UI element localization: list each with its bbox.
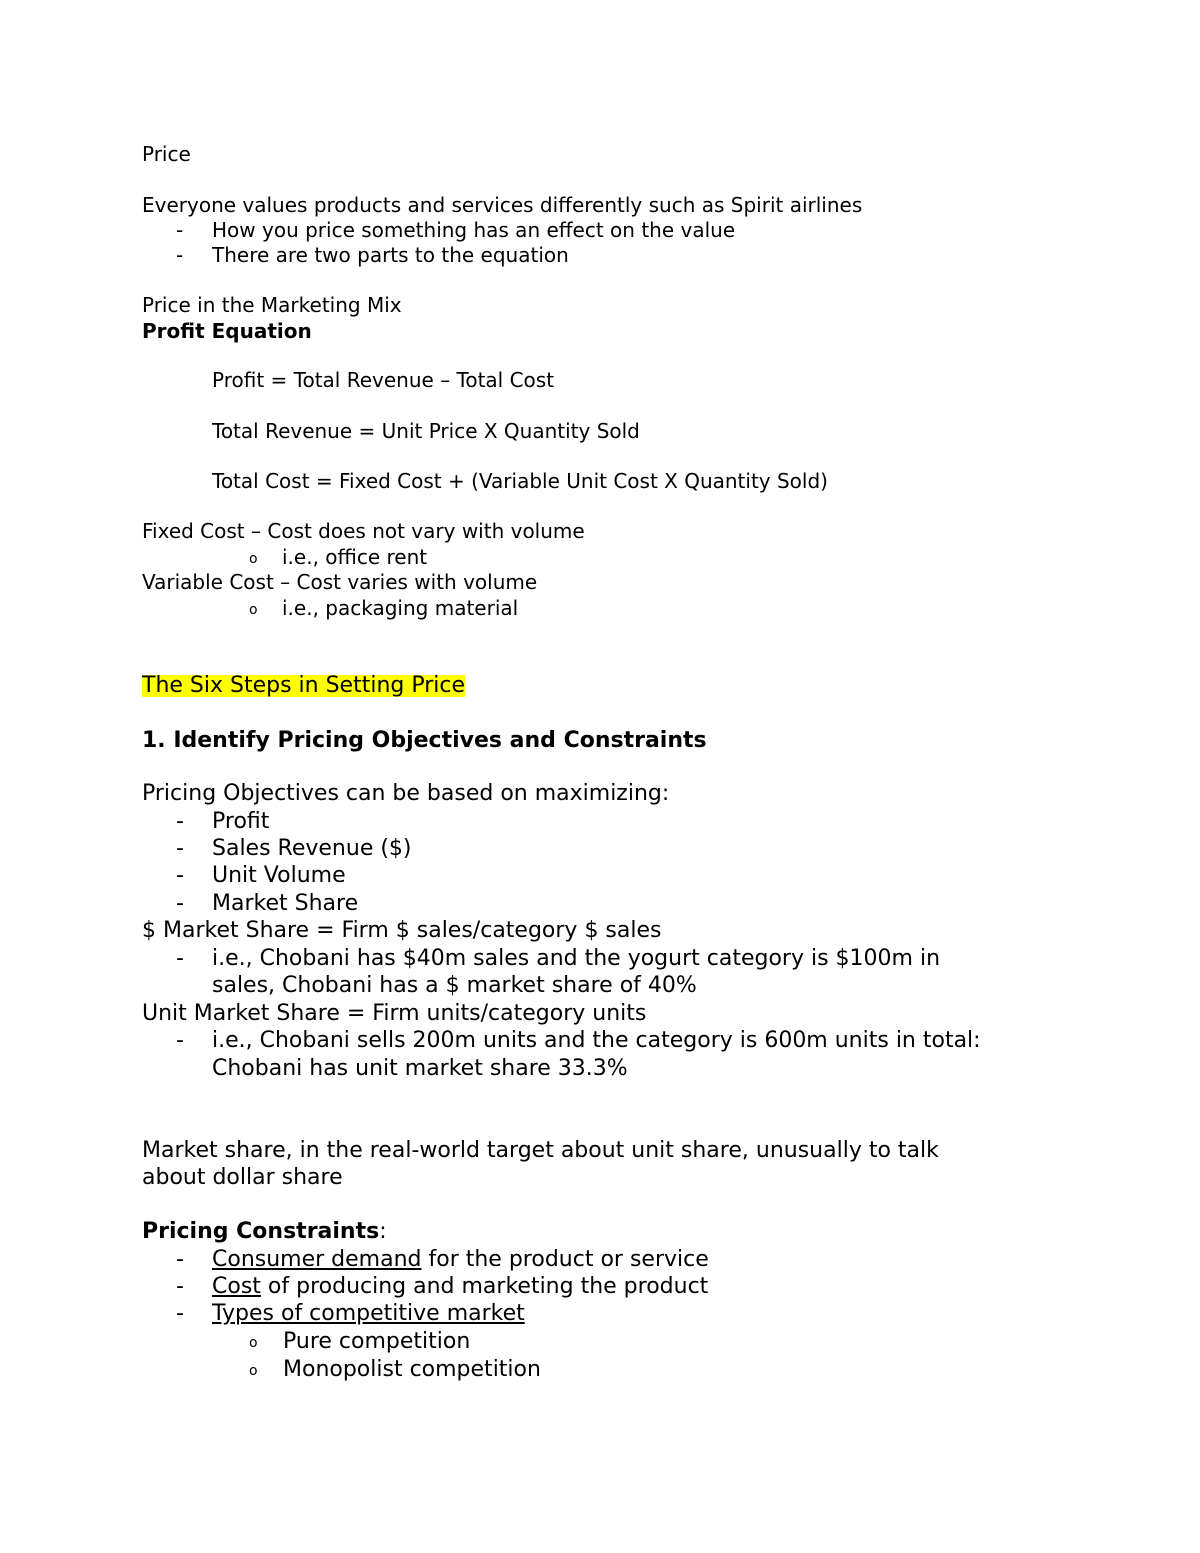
- constraint-item: [212, 1249, 709, 1271]
- dash-bullet: -: [176, 243, 184, 267]
- constraint-rest: for the product or service: [421, 1247, 709, 1272]
- equation-cost: Total Cost = Fixed Cost + (Variable Unit Cost X Quantity Sold): [212, 469, 828, 493]
- dollar-market-share: $ Market Share = Firm $ sales/category $ sales: [142, 918, 662, 943]
- dash-bullet: -: [176, 1274, 184, 1299]
- constraints-colon: :: [379, 1219, 387, 1244]
- constraint-item: [212, 1303, 525, 1325]
- dash-bullet: -: [176, 891, 184, 916]
- objective-item: Unit Volume: [212, 863, 346, 888]
- fixed-cost-example: i.e., office rent: [282, 545, 428, 569]
- circle-bullet: o: [249, 1335, 258, 1351]
- constraint-keyword: Consumer demand: [212, 1247, 422, 1272]
- market-type: Pure competition: [283, 1329, 471, 1354]
- step-1-heading: 1. Identify Pricing Objectives and Constraints: [142, 728, 707, 753]
- intro-point: How you price something has an effect on the value: [212, 218, 736, 242]
- subheading-profit-equation: Profit Equation: [142, 319, 312, 343]
- dash-bullet: -: [176, 1028, 184, 1053]
- dash-bullet: -: [176, 946, 184, 971]
- objective-item: Profit: [212, 809, 270, 834]
- dash-bullet: -: [176, 1301, 184, 1326]
- dash-bullet: -: [176, 809, 184, 834]
- equation-profit: Profit = Total Revenue – Total Cost: [212, 368, 555, 392]
- market-share-note: Market share, in the real-world target about unit share, unusually to talk: [142, 1138, 939, 1163]
- variable-cost-definition: Variable Cost – Cost varies with volume: [142, 570, 538, 594]
- objective-item: Sales Revenue ($): [212, 836, 412, 861]
- variable-cost-example: i.e., packaging material: [282, 596, 519, 620]
- dollar-share-example: i.e., Chobani has $40m sales and the yogurt category is $100m in: [212, 946, 941, 971]
- intro-text: Everyone values products and services differently such as Spirit airlines: [142, 193, 863, 217]
- unit-share-example: i.e., Chobani sells 200m units and the category is 600m units in total:: [212, 1028, 981, 1053]
- constraint-rest: of producing and marketing the product: [260, 1274, 709, 1299]
- dash-bullet: -: [176, 218, 184, 242]
- constraints-heading-line: [142, 1221, 387, 1243]
- objective-item: Market Share: [212, 891, 359, 916]
- dash-bullet: -: [176, 836, 184, 861]
- six-steps-heading: The Six Steps in Setting Price: [142, 673, 466, 698]
- section-heading: Price in the Marketing Mix: [142, 293, 402, 317]
- constraints-heading: Pricing Constraints: [142, 1219, 380, 1244]
- intro-point: There are two parts to the equation: [212, 243, 569, 267]
- circle-bullet: o: [249, 602, 258, 618]
- objectives-intro: Pricing Objectives can be based on maximizing:: [142, 781, 670, 806]
- market-type: Monopolist competition: [283, 1357, 541, 1382]
- dash-bullet: -: [176, 1247, 184, 1272]
- unit-market-share: Unit Market Share = Firm units/category units: [142, 1001, 647, 1026]
- doc-title: Price: [142, 142, 191, 166]
- circle-bullet: o: [249, 1363, 258, 1379]
- unit-share-example-cont: Chobani has unit market share 33.3%: [212, 1056, 628, 1081]
- fixed-cost-definition: Fixed Cost – Cost does not vary with volume: [142, 519, 585, 543]
- dash-bullet: -: [176, 863, 184, 888]
- market-share-note-cont: about dollar share: [142, 1165, 343, 1190]
- circle-bullet: o: [249, 551, 258, 567]
- constraint-keyword: Cost: [212, 1274, 261, 1299]
- constraint-keyword: Types of competitive market: [212, 1301, 525, 1326]
- constraint-item: [212, 1276, 708, 1298]
- equation-revenue: Total Revenue = Unit Price X Quantity Sold: [212, 419, 640, 443]
- dollar-share-example-cont: sales, Chobani has a $ market share of 40%: [212, 973, 697, 998]
